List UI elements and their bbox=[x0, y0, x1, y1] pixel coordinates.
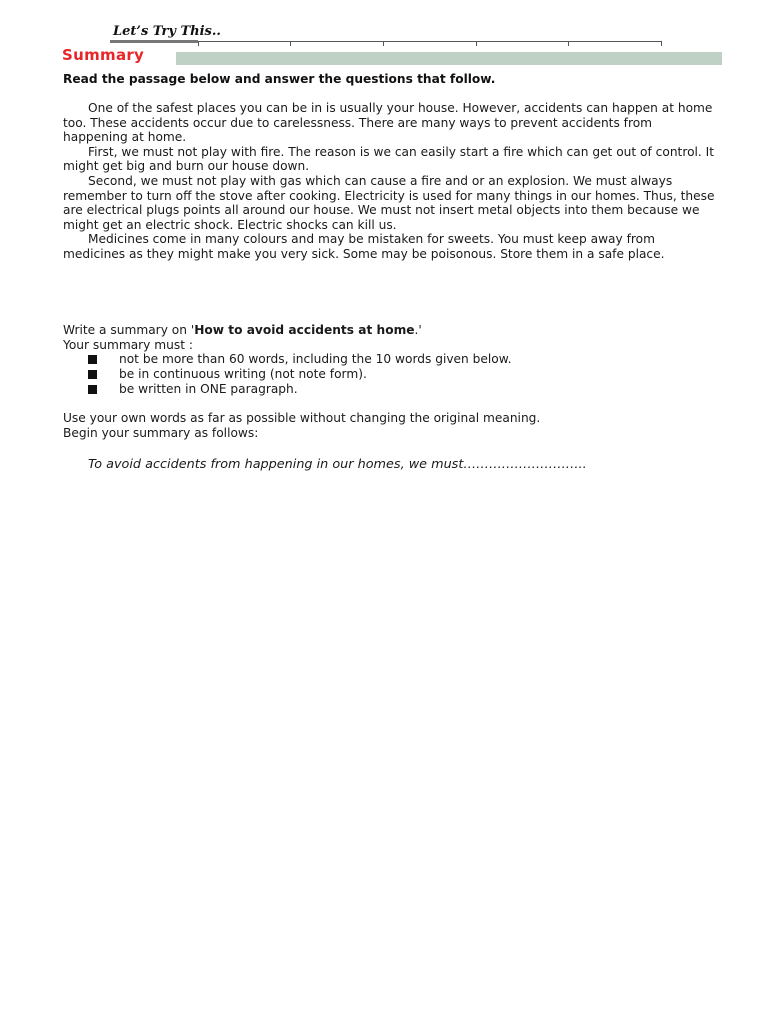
header-tick bbox=[568, 41, 569, 46]
own-words-note: Use your own words as far as possible without changing the original meaning. bbox=[63, 411, 541, 425]
header-title: Let’s Try This.. bbox=[113, 24, 221, 39]
list-item bbox=[88, 352, 511, 367]
header-tick bbox=[661, 41, 662, 46]
instruction-text: Read the passage below and answer the questions that follow. bbox=[63, 72, 496, 86]
reading-passage bbox=[63, 101, 718, 262]
header-rule-accent bbox=[110, 40, 198, 43]
passage-paragraph: Second, we must not play with gas which can cause a fire and or an explosion. We must always remember to turn off the stove after cooking. Electricity is used for many things in our homes. Thus, these are electrical plugs points all around our house. We must not insert metal objects into them because we might get an electric shock. Electric shocks can kill us. bbox=[63, 173, 715, 232]
task-suffix: .' bbox=[414, 323, 422, 337]
square-bullet-icon bbox=[88, 385, 97, 394]
begin-note: Begin your summary as follows: bbox=[63, 425, 259, 440]
requirement-text: not be more than 60 words, including the 10 words given below. bbox=[119, 352, 512, 366]
task-prefix: Write a summary on ' bbox=[63, 323, 195, 337]
requirement-text: be written in ONE paragraph. bbox=[119, 382, 298, 396]
requirements-label: Your summary must : bbox=[63, 337, 193, 352]
task-block bbox=[63, 323, 422, 352]
square-bullet-icon bbox=[88, 355, 97, 364]
header-tick bbox=[290, 41, 291, 46]
requirement-text: be in continuous writing (not note form). bbox=[119, 367, 367, 381]
summary-starter: To avoid accidents from happening in our homes, we must……………………….. bbox=[88, 457, 587, 472]
section-title-bar bbox=[176, 52, 722, 65]
task-prompt bbox=[63, 323, 422, 338]
header-tick bbox=[383, 41, 384, 46]
square-bullet-icon bbox=[88, 370, 97, 379]
header-tick bbox=[476, 41, 477, 46]
task-topic: How to avoid accidents at home bbox=[194, 323, 415, 337]
passage-paragraph: First, we must not play with fire. The reason is we can easily start a fire which can get out of control. It might get big and burn our house down. bbox=[63, 144, 715, 174]
requirements-list bbox=[88, 352, 511, 397]
passage-paragraph: Medicines come in many colours and may be mistaken for sweets. You must keep away from medicines as they might make you very sick. Some may be poisonous. Store them in a safe place. bbox=[63, 232, 665, 261]
header-tick bbox=[198, 41, 199, 46]
section-title: Summary bbox=[62, 46, 145, 64]
list-item bbox=[88, 367, 511, 382]
list-item bbox=[88, 382, 511, 397]
notes-block bbox=[63, 411, 540, 440]
passage-paragraph: One of the safest places you can be in is usually your house. However, accidents can happen at home too. These accidents occur due to carelessness. There are many ways to prevent accidents from happening at home. bbox=[63, 101, 713, 145]
